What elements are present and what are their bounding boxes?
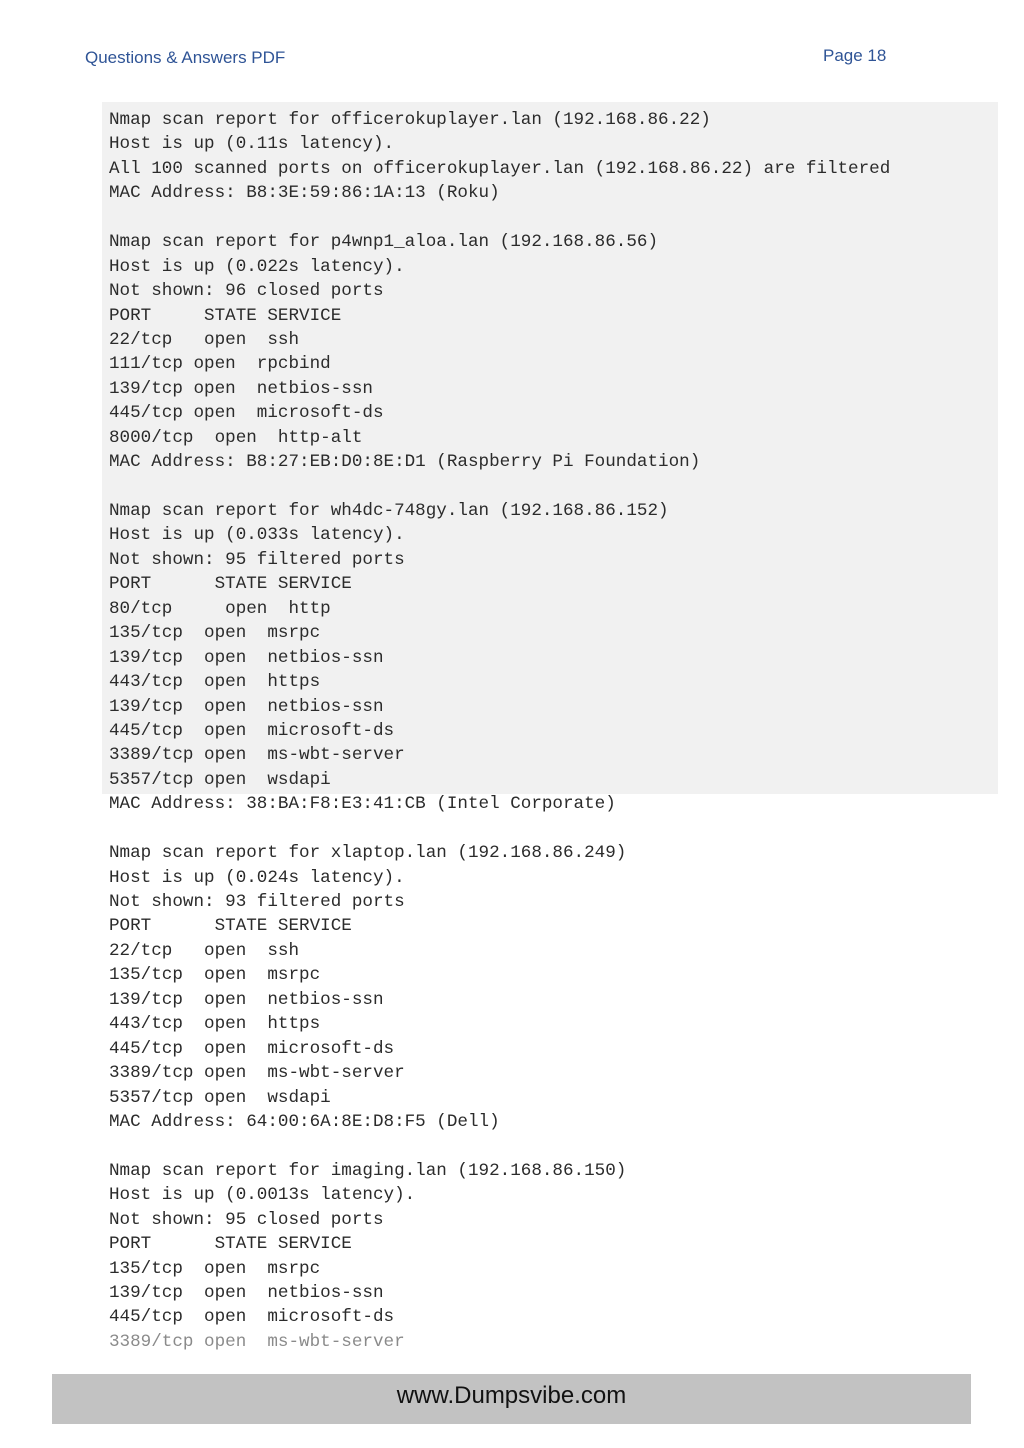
terminal-line: 445/tcp open microsoft-ds bbox=[109, 403, 384, 424]
terminal-line: 445/tcp open microsoft-ds bbox=[109, 720, 395, 741]
terminal-line bbox=[109, 206, 890, 230]
terminal-line: Host is up (0.0013s latency). bbox=[109, 1185, 416, 1206]
terminal-line: Not shown: 93 filtered ports bbox=[109, 892, 405, 912]
terminal-line: Nmap scan report for p4wnp1_aloa.lan (192.168.86.56) bbox=[109, 232, 659, 253]
terminal-line: MAC Address: B8:27:EB:D0:8E:D1 (Raspberry Pi Foundation) bbox=[109, 452, 701, 473]
terminal-line: Not shown: 95 closed ports bbox=[109, 1209, 384, 1230]
terminal-line: 139/tcp open netbios-ssn bbox=[109, 647, 384, 668]
terminal-line: 135/tcp open msrpc bbox=[109, 965, 321, 986]
terminal-line: All 100 scanned ports on officerokuplayer.lan (192.168.86.22) are filtered bbox=[109, 158, 891, 179]
terminal-line bbox=[109, 475, 890, 499]
page-number: Page 18 bbox=[823, 46, 887, 65]
terminal-line: 445/tcp open microsoft-ds bbox=[109, 1307, 395, 1328]
terminal-line bbox=[109, 817, 890, 841]
terminal-line: Host is up (0.024s latency). bbox=[109, 867, 405, 888]
terminal-line: 443/tcp open https bbox=[109, 1014, 321, 1035]
terminal-line: Not shown: 96 closed ports bbox=[109, 281, 384, 302]
terminal-line: 3389/tcp open ms-wbt-server bbox=[109, 745, 405, 766]
terminal-line: MAC Address: B8:3E:59:86:1A:13 (Roku) bbox=[109, 183, 500, 204]
terminal-line: 5357/tcp open wsdapi bbox=[109, 1087, 331, 1108]
footer-url: www.Dumpsvibe.com bbox=[396, 1382, 627, 1409]
terminal-line: Nmap scan report for xlaptop.lan (192.168.86.249) bbox=[109, 843, 627, 864]
terminal-line: 139/tcp open netbios-ssn bbox=[109, 989, 384, 1010]
terminal-line bbox=[109, 1134, 890, 1158]
terminal-line: 111/tcp open rpcbind bbox=[109, 354, 331, 375]
terminal-line: Not shown: 95 filtered ports bbox=[109, 549, 405, 570]
terminal-line: PORT STATE SERVICE bbox=[109, 574, 352, 595]
terminal-line: 445/tcp open microsoft-ds bbox=[109, 1038, 395, 1059]
terminal-line: 443/tcp open https bbox=[109, 672, 321, 693]
terminal-line: Nmap scan report for officerokuplayer.lan (192.168.86.22) bbox=[109, 110, 711, 130]
terminal-line: PORT STATE SERVICE bbox=[109, 916, 352, 937]
terminal-line: 135/tcp open msrpc bbox=[109, 1258, 321, 1279]
terminal-line: 3389/tcp open ms-wbt-server bbox=[109, 1331, 405, 1352]
terminal-line: 5357/tcp open wsdapi bbox=[109, 769, 331, 790]
footer-bar bbox=[52, 1374, 971, 1424]
terminal-line: 80/tcp open http bbox=[109, 598, 331, 619]
terminal-line: PORT STATE SERVICE bbox=[109, 305, 342, 326]
terminal-line: 8000/tcp open http-alt bbox=[109, 427, 363, 448]
terminal-line: MAC Address: 38:BA:F8:E3:41:CB (Intel Corporate) bbox=[109, 794, 616, 815]
terminal-line: Host is up (0.11s latency). bbox=[109, 134, 395, 155]
terminal-line: Host is up (0.033s latency). bbox=[109, 525, 405, 546]
nmap-scan-screenshot bbox=[102, 102, 998, 1352]
terminal-line: Nmap scan report for wh4dc-748gy.lan (192.168.86.152) bbox=[109, 501, 669, 521]
terminal-line: PORT STATE SERVICE bbox=[109, 1234, 352, 1255]
terminal-line: Nmap scan report for imaging.lan (192.168.86.150) bbox=[109, 1160, 627, 1181]
terminal-line: 3389/tcp open ms-wbt-server bbox=[109, 1063, 405, 1084]
terminal-line: 135/tcp open msrpc bbox=[109, 623, 321, 644]
document-header-title: Questions & Answers PDF bbox=[85, 48, 286, 67]
terminal-line: 22/tcp open ssh bbox=[109, 329, 300, 350]
terminal-output bbox=[109, 108, 890, 1354]
terminal-line: 22/tcp open ssh bbox=[109, 940, 300, 961]
terminal-line: MAC Address: 64:00:6A:8E:D8:F5 (Dell) bbox=[109, 1111, 500, 1132]
terminal-line: 139/tcp open netbios-ssn bbox=[109, 1283, 384, 1303]
terminal-line: Host is up (0.022s latency). bbox=[109, 256, 405, 277]
terminal-line: 139/tcp open netbios-ssn bbox=[109, 696, 384, 717]
terminal-line: 139/tcp open netbios-ssn bbox=[109, 378, 373, 399]
